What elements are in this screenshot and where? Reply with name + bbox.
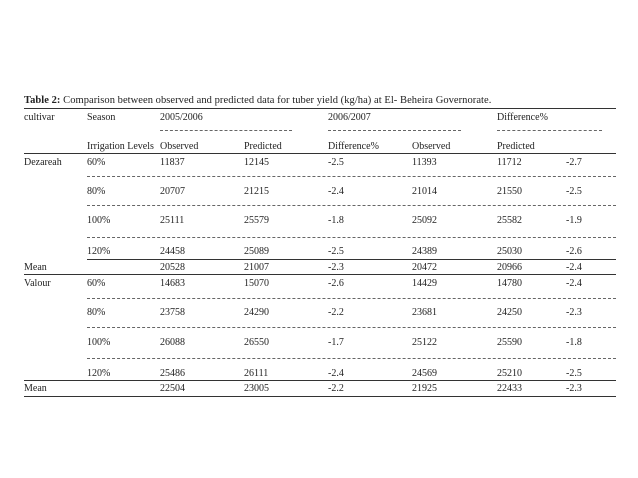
cell-obs2: 21925 bbox=[412, 383, 437, 394]
row-separator bbox=[87, 358, 616, 359]
header-bottom-rule bbox=[24, 153, 616, 154]
cell-pred2: 21550 bbox=[497, 186, 522, 197]
cell-level: 100% bbox=[87, 215, 111, 226]
cell-diff2: -2.3 bbox=[566, 307, 582, 318]
header-predicted-2: Predicted bbox=[497, 141, 535, 152]
cell-obs1: 20707 bbox=[160, 186, 185, 197]
cell-pred1: 25089 bbox=[244, 246, 269, 257]
cell-pred2: 25582 bbox=[497, 215, 522, 226]
cell-diff1: -2.6 bbox=[328, 278, 344, 289]
cell-obs2: 14429 bbox=[412, 278, 437, 289]
group-underline-2006 bbox=[328, 130, 461, 131]
cell-level: 120% bbox=[87, 368, 111, 379]
cell-pred2: 22433 bbox=[497, 383, 522, 394]
header-difference-top: Difference% bbox=[497, 112, 548, 123]
cell-diff2: -1.9 bbox=[566, 215, 582, 226]
cell-pred1: 23005 bbox=[244, 383, 269, 394]
cell-diff2: -2.4 bbox=[566, 262, 582, 273]
cell-diff2: -2.5 bbox=[566, 368, 582, 379]
cell-pred1: 24290 bbox=[244, 307, 269, 318]
cell-diff1: -2.4 bbox=[328, 368, 344, 379]
row-separator bbox=[87, 327, 616, 328]
cell-obs1: 20528 bbox=[160, 262, 185, 273]
cell-cultivar: Mean bbox=[24, 262, 47, 273]
cell-level: 120% bbox=[87, 246, 111, 257]
cell-diff1: -2.4 bbox=[328, 186, 344, 197]
cell-obs1: 24458 bbox=[160, 246, 185, 257]
cell-level: 60% bbox=[87, 157, 106, 168]
cell-obs1: 23758 bbox=[160, 307, 185, 318]
caption-label: Table 2: bbox=[24, 95, 61, 106]
cell-diff2: -2.6 bbox=[566, 246, 582, 257]
header-2005-2006: 2005/2006 bbox=[160, 112, 203, 123]
cell-diff2: -1.8 bbox=[566, 337, 582, 348]
cell-pred1: 21215 bbox=[244, 186, 269, 197]
cell-obs2: 25092 bbox=[412, 215, 437, 226]
header-2006-2007: 2006/2007 bbox=[328, 112, 371, 123]
cell-obs2: 25122 bbox=[412, 337, 437, 348]
cell-obs1: 26088 bbox=[160, 337, 185, 348]
table-caption bbox=[24, 95, 491, 106]
cell-diff2: -2.3 bbox=[566, 383, 582, 394]
header-observed-2: Observed bbox=[412, 141, 451, 152]
cell-pred2: 25030 bbox=[497, 246, 522, 257]
row-separator bbox=[87, 298, 616, 299]
cell-diff1: -2.2 bbox=[328, 383, 344, 394]
cell-obs1: 25111 bbox=[160, 215, 185, 226]
row-separator bbox=[24, 274, 616, 275]
cell-pred1: 26111 bbox=[244, 368, 269, 379]
cell-obs2: 24569 bbox=[412, 368, 437, 379]
cell-diff1: -1.7 bbox=[328, 337, 344, 348]
cell-obs1: 22504 bbox=[160, 383, 185, 394]
cell-obs1: 14683 bbox=[160, 278, 185, 289]
cell-pred2: 24250 bbox=[497, 307, 522, 318]
header-observed-1: Observed bbox=[160, 141, 199, 152]
cell-diff2: -2.7 bbox=[566, 157, 582, 168]
table-top-rule bbox=[24, 108, 616, 109]
cell-pred1: 21007 bbox=[244, 262, 269, 273]
header-predicted-1: Predicted bbox=[244, 141, 282, 152]
cell-pred1: 25579 bbox=[244, 215, 269, 226]
cell-pred1: 15070 bbox=[244, 278, 269, 289]
cell-pred2: 25590 bbox=[497, 337, 522, 348]
header-season: Season bbox=[87, 112, 116, 123]
cell-diff2: -2.4 bbox=[566, 278, 582, 289]
cell-level: 60% bbox=[87, 278, 106, 289]
header-difference-1: Difference% bbox=[328, 141, 379, 152]
cell-diff1: -2.3 bbox=[328, 262, 344, 273]
cell-obs2: 23681 bbox=[412, 307, 437, 318]
cell-diff1: -2.2 bbox=[328, 307, 344, 318]
cell-diff1: -2.5 bbox=[328, 157, 344, 168]
cell-pred2: 11712 bbox=[497, 157, 522, 168]
cell-pred1: 12145 bbox=[244, 157, 269, 168]
row-separator bbox=[87, 176, 616, 177]
cell-diff2: -2.5 bbox=[566, 186, 582, 197]
group-underline-2005 bbox=[160, 130, 292, 131]
cell-level: 80% bbox=[87, 186, 106, 197]
cell-obs1: 11837 bbox=[160, 157, 185, 168]
caption-text: Comparison between observed and predicted data for tuber yield (kg/ha) at El- Beheira Governorate. bbox=[60, 95, 492, 106]
cell-obs2: 21014 bbox=[412, 186, 437, 197]
row-separator bbox=[87, 205, 616, 206]
header-cultivar: cultivar bbox=[24, 112, 55, 123]
cell-pred2: 14780 bbox=[497, 278, 522, 289]
cell-cultivar: Valour bbox=[24, 278, 51, 289]
cell-pred2: 25210 bbox=[497, 368, 522, 379]
header-irrigation-levels: Irrigation Levels bbox=[87, 141, 154, 152]
group-underline-diff bbox=[497, 130, 602, 131]
cell-obs2: 11393 bbox=[412, 157, 437, 168]
cell-obs2: 20472 bbox=[412, 262, 437, 273]
row-separator bbox=[24, 380, 616, 381]
cell-diff1: -1.8 bbox=[328, 215, 344, 226]
cell-level: 80% bbox=[87, 307, 106, 318]
cell-level: 100% bbox=[87, 337, 111, 348]
row-separator bbox=[87, 237, 616, 238]
cell-diff1: -2.5 bbox=[328, 246, 344, 257]
cell-obs1: 25486 bbox=[160, 368, 185, 379]
row-separator bbox=[87, 259, 616, 260]
cell-cultivar: Dezareah bbox=[24, 157, 62, 168]
cell-pred1: 26550 bbox=[244, 337, 269, 348]
cell-cultivar: Mean bbox=[24, 383, 47, 394]
cell-obs2: 24389 bbox=[412, 246, 437, 257]
row-separator bbox=[24, 396, 616, 397]
cell-pred2: 20966 bbox=[497, 262, 522, 273]
